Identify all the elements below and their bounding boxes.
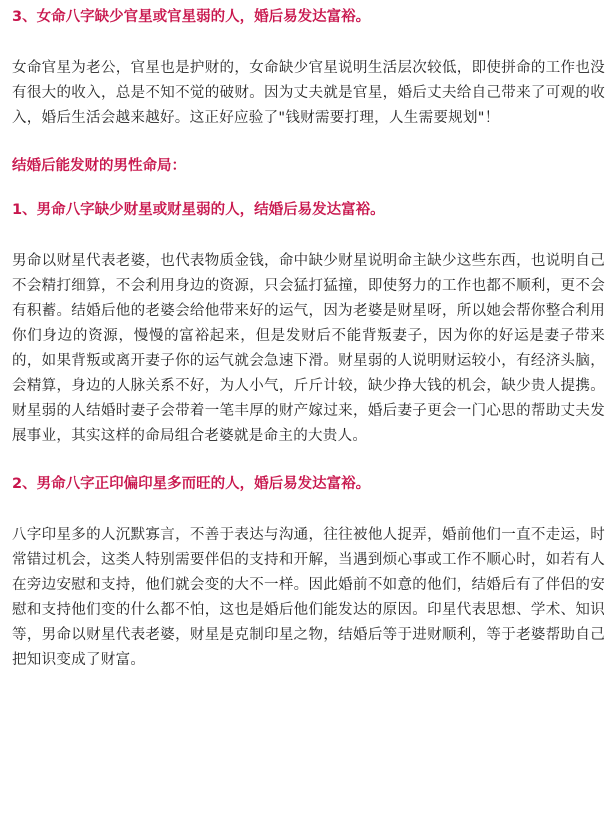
paragraph-male-wealth-star: 男命以财星代表老婆，也代表物质金钱，命中缺少财星说明命主缺少这些东西，也说明自己不会精打细算，不会利用身边的资源，只会猛打猛撞，即使努力的工作也都不顺利，更不会有积蓄。结婚后他的老婆会给他带来好的运气，因为老婆是财星呀，所以她会帮你整合利用你们身边的资源，慢慢的富裕起来，但是发财后不能背叛妻子，因为你的好运是妻子带来的，如果背叛或离开妻子你的运气就会急速下滑。财星弱的人说明财运较小，有经济头脑，会精算，身边的人脉关系不好，为人小气，斤斤计较，缺少挣大钱的机会，缺少贵人提携。财星弱的人结婚时妻子会带着一笔丰厚的财产嫁过来，婚后妻子更会一门心思的帮助丈夫发展事业，其实这样的命局组合老婆就是命主的大贵人。 [12,253,605,444]
paragraph-male-seal-star: 八字印星多的人沉默寡言，不善于表达与沟通，往往被他人捉弄，婚前他们一直不走运，时常错过机会，这类人特别需要伴侣的支持和开解，当遇到烦心事或工作不顺心时，如若有人在旁边安慰和支持，他们就会变的大不一样。因此婚前不如意的他们，结婚后有了伴侣的安慰和支持他们变的什么都不怕，这也是婚后他们能发达的原因。印星代表思想、学术、知识等，男命以财星代表老婆，财星是克制印星之物，结婚后等于进财顺利，等于老婆帮助自己把知识变成了财富。 [12,527,605,668]
section-title-male-fortune: 结婚后能发财的男性命局： [12,158,186,174]
spacer [12,177,605,199]
article-body [12,0,605,673]
section-heading-male-wealth-star: 1、男命八字缺少财星或财星弱的人，结婚后易发达富裕。 [12,202,385,218]
section-heading-female-official-star: 3、女命八字缺少官星或官星弱的人，婚后易发达富裕。 [12,9,371,25]
spacer [12,28,605,56]
spacer [12,131,605,155]
spacer [12,221,605,249]
paragraph-female-official-star: 女命官星为老公，官星也是护财的，女命缺少官星说明生活层次较低，即使拼命的工作也没有很大的收入，总是不知不觉的破财。因为丈夫就是官星，婚后丈夫给自己带来了可观的收入，婚后生活会越来越好。这正好应验了"钱财需要打理，人生需要规划"！ [12,60,605,126]
spacer [12,495,605,523]
section-heading-male-seal-star: 2、男命八字正印偏印星多而旺的人，婚后易发达富裕。 [12,476,371,492]
spacer [12,449,605,473]
